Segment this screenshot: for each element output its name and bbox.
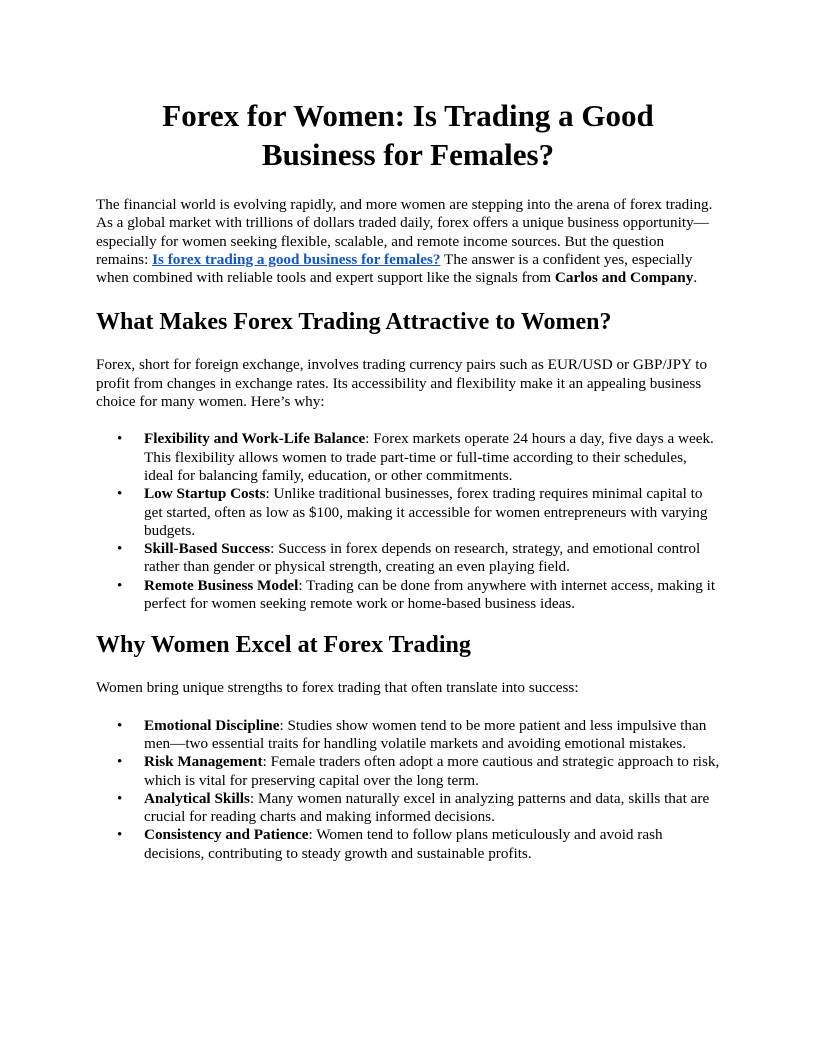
section-paragraph-excel: Women bring unique strengths to forex trading that often translate into success: [96,679,579,697]
bullet-icon: • [117,789,123,807]
list-item-text: : Women tend to follow plans meticulously and avoid rash decisions, contributing to steady growth and sustainable profits. [144,826,663,862]
document-title: Forex for Women: Is Trading a Good Business for Females? [162,98,654,172]
bullet-icon: • [117,716,123,734]
bullet-list-attractive [96,430,720,613]
company-name: Carlos and Company [554,269,694,287]
list-item-title: Flexibility and Work-Life Balance [144,430,366,448]
list-item-title: Emotional Discipline [144,716,280,734]
list-item [117,485,720,540]
intro-paragraph [96,196,720,287]
list-item-title: Risk Management [144,753,263,771]
list-item-text: : Many women naturally excel in analyzing patterns and data, skills that are crucial for reading charts and making informed decisions. [144,789,710,826]
list-item-text: : Success in forex depends on research, strategy, and emotional control rather than gender or physical strength, creating an even playing field. [144,540,701,576]
document-page [96,96,720,863]
list-item [117,576,720,614]
section-heading-excel: Why Women Excel at Forex Trading [96,632,471,659]
list-item-title: Analytical Skills [144,789,250,807]
list-item [117,430,720,485]
intro-text: The financial world is evolving rapidly, and more women are stepping into the arena of forex trading. As a global market with trillions of dollars traded daily, forex offers a unique business opportunity—especially for women seeking flexible, scalable, and remote income sources. But the question remains: [96,196,713,268]
list-item-title: Low Startup Costs [144,485,266,503]
intro-text-continued: The answer is a confident yes, especially when combined with reliable tools and expert support like the signals from [96,250,693,287]
list-item-text: : Forex markets operate 24 hours a day, five days a week. This flexibility allows women to trade part-time or full-time according to their schedules, ideal for balancing family, education, or other commitments. [144,430,714,484]
section-heading-attractive: What Makes Forex Trading Attractive to Women? [96,309,612,336]
bullet-list-excel [96,717,720,863]
list-item-text: : Trading can be done from anywhere with internet access, making it perfect for women seeking remote work or home-based business ideas. [144,576,716,613]
bullet-icon: • [117,576,123,594]
bullet-icon: • [117,753,123,771]
list-item [117,826,720,863]
list-item [117,540,720,577]
list-item-title: Consistency and Patience [144,826,309,844]
list-item-text: : Unlike traditional businesses, forex trading requires minimal capital to get started, often as low as $100, making it accessible for women entrepreneurs with varying budgets. [144,485,708,539]
section-paragraph-attractive: Forex, short for foreign exchange, involves trading currency pairs such as EUR/USD or GBP/JPY to profit from changes in exchange rates. Its accessibility and flexibility make it an appealing business choice for many women. Here’s why: [96,356,708,411]
bullet-icon: • [117,826,123,844]
intro-end: . [693,269,698,287]
list-item [117,789,720,827]
bullet-icon: • [117,540,123,558]
list-item [117,716,720,754]
bullet-icon: • [117,485,123,503]
list-item-title: Skill-Based Success [144,540,271,558]
list-item [117,753,720,790]
list-item-text: : Studies show women tend to be more patient and less impulsive than men—two essential traits for handling volatile markets and avoiding emotional mistakes. [144,716,707,752]
forex-question-link[interactable]: Is forex trading a good business for females? [152,250,441,268]
list-item-title: Remote Business Model [144,576,299,594]
bullet-icon: • [117,430,123,448]
list-item-text: : Female traders often adopt a more cautious and strategic approach to risk, which is vital for preserving capital over the long term. [144,753,720,789]
